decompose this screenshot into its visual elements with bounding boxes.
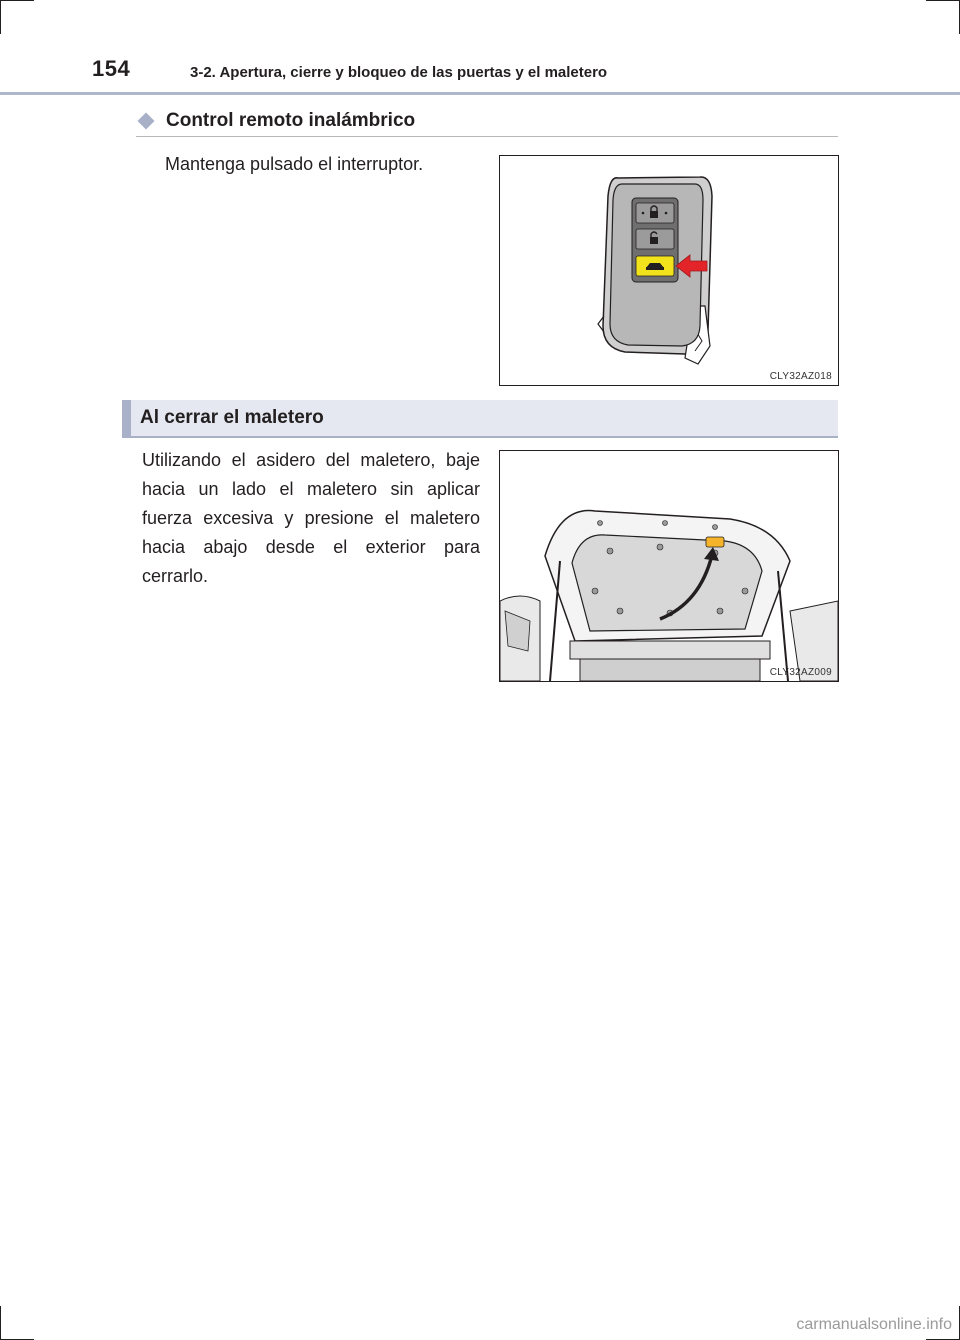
page-number: 154 xyxy=(92,56,131,81)
crop-mark xyxy=(0,1306,1,1340)
diamond-bullet-icon xyxy=(138,113,155,130)
heading-accent-bar xyxy=(122,400,131,438)
heading-rule xyxy=(122,436,838,438)
header-rule xyxy=(0,92,960,95)
crop-mark xyxy=(0,0,1,34)
watermark: carmanualsonline.info xyxy=(796,1316,952,1333)
running-header: 3-2. Apertura, cierre y bloqueo de las puertas y el maletero xyxy=(190,64,608,81)
section-heading xyxy=(136,106,838,137)
section-title: Control remoto inalámbrico xyxy=(166,110,416,131)
trunk-lid-illustration xyxy=(500,451,838,681)
smart-key-illustration xyxy=(500,156,838,385)
crop-mark xyxy=(926,0,960,1)
subsection-body-text: Utilizando el asidero del maletero, baje hacia un lado el maletero sin aplicar fuerza excesiva y presione el maletero hacia abajo desde el exterior para cerrarlo. xyxy=(142,450,480,586)
section-body-text: Mantenga pulsado el interruptor. xyxy=(165,154,424,174)
figure-trunk-lid xyxy=(499,450,839,682)
figure-code: CLY32AZ009 xyxy=(769,667,832,678)
subsection-title: Al cerrar el maletero xyxy=(140,407,324,428)
subsection-heading xyxy=(122,400,838,438)
figure-smart-key xyxy=(499,155,839,386)
figure-code: CLY32AZ018 xyxy=(769,371,832,382)
crop-mark xyxy=(0,0,34,1)
